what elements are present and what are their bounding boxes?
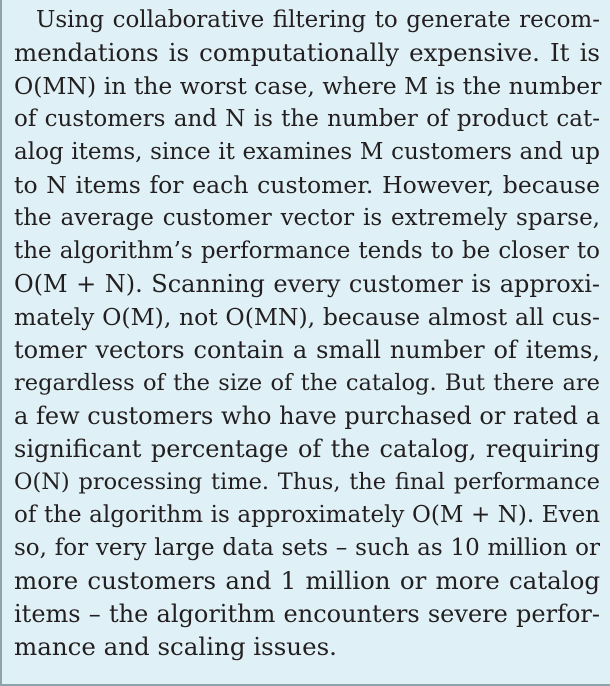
text-line: mately O(M), not O(MN), because almost all cus- [14, 303, 600, 331]
paragraph [2, 0, 610, 686]
text-line: alog items, since it examines M customers and up [14, 139, 600, 165]
text-line: mance and scaling issues. [14, 632, 337, 661]
text-line: O(M + N). Scanning every customer is approxi- [14, 270, 600, 298]
text-line: the average customer vector is extremely sparse, [14, 205, 600, 231]
text-line: of customers and N is the number of product cat- [14, 106, 600, 132]
text-line: mendations is computationally expensive. It is [14, 38, 600, 67]
text-line: so, for very large data sets – such as 10 million or [14, 535, 600, 561]
text-line: the algorithm’s performance tends to be closer to [14, 238, 600, 264]
text-line: tomer vectors contain a small number of items, [14, 336, 600, 364]
text-line: Using collaborative filtering to generate recom- [36, 7, 600, 33]
text-line: items – the algorithm encounters severe perfor- [14, 600, 600, 628]
text-line: significant percentage of the catalog, requiring [14, 435, 600, 463]
text-line: more customers and 1 million or more catalog [14, 566, 600, 595]
text-line: of the algorithm is approximately O(M + N). Even [14, 502, 600, 528]
text-line: regardless of the size of the catalog. But there are [14, 370, 600, 396]
text-line: O(N) processing time. Thus, the final performance [14, 469, 600, 495]
text-line: to N items for each customer. However, because [14, 171, 600, 199]
text-line: O(MN) in the worst case, where M is the number [14, 72, 602, 100]
text-line: a few customers who have purchased or rated a [14, 402, 600, 430]
